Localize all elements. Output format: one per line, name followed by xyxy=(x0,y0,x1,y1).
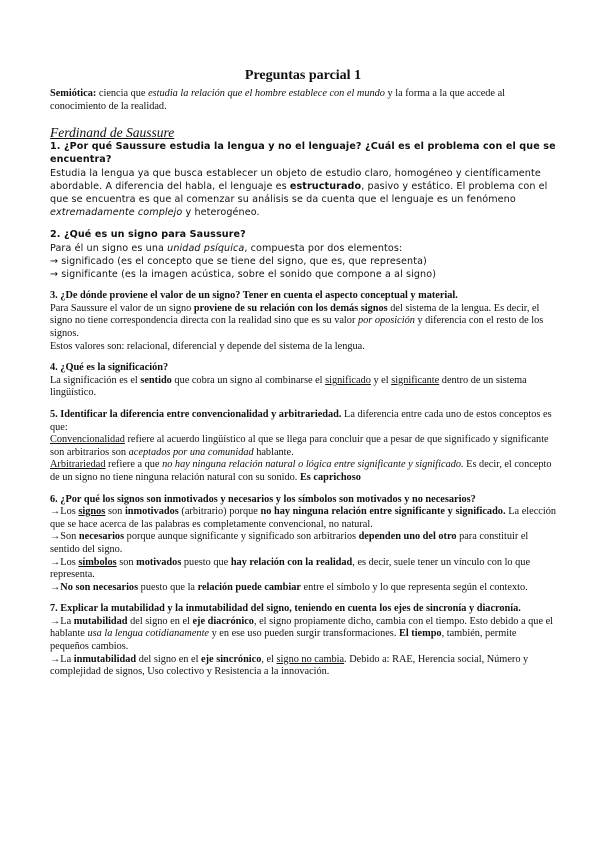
answer-5-arbitrariedad: Arbitrariedad refiere a que no hay ninguna relación natural o lógica entre significante y significado. Es decir, el concepto de un signo no tiene ninguna relación natural con su sonido. Es caprichoso xyxy=(50,459,552,483)
answer-5-convencionalidad: Convencionalidad refiere al acuerdo lingüístico al que se llega para concluir que a pesar de que significado y significante son arbitrarios son aceptados por una comunidad hablante. xyxy=(50,434,549,458)
answer-6-no-necesarios: →No son necesarios puesto que la relación puede cambiar entre el símbolo y lo que representa según el contexto. xyxy=(50,581,528,593)
answer-6-signos: →Los signos son inmotivados (arbitrario) porque no hay ninguna relación entre significante y significado. La elección que se hace acerca de las palabras es completamente convencional, no natural. xyxy=(50,506,557,530)
question-1-title: 1. ¿Por qué Saussure estudia la lengua y no el lenguaje? ¿Cuál es el problema con el que se encuentra? xyxy=(50,141,556,166)
question-6-title: 6. ¿Por qué los signos son inmotivados y necesarios y los símbolos son motivados y no necesarios? xyxy=(50,493,476,505)
answer-3-values: Estos valores son: relacional, diferencial y depende del sistema de la lengua. xyxy=(50,340,365,352)
answer-3: Para Saussure el valor de un signo proviene de su relación con los demás signos del sistema de la lengua. Es decir, el signo no tiene correspondencia directa con la realidad sino que es su valor por oposición y diferencia con el resto de los signos. xyxy=(50,302,544,339)
answer-4: La significación es el sentido que cobra un signo al combinarse el significado y el significante dentro de un sistema lingüístico. xyxy=(50,374,527,399)
question-3-title: 3. ¿De dónde proviene el valor de un signo? Tener en cuenta el aspecto conceptual y material. xyxy=(50,290,458,302)
question-7-title: 7. Explicar la mutabilidad y la inmutabilidad del signo, teniendo en cuenta los ejes de sincronía y diacronía. xyxy=(50,603,521,615)
question-6-block xyxy=(50,494,556,595)
question-5-block xyxy=(50,409,556,485)
page-title: Preguntas parcial 1 xyxy=(244,68,362,83)
intro-paragraph: Semiótica: ciencia que estudia la relación que el hombre establece con el mundo y la forma a la que accede al conocimiento de la realidad. xyxy=(50,88,506,112)
answer-6-necesarios: →Son necesarios porque aunque significante y significado son arbitrarios dependen uno del otro para constituir el sentido del signo. xyxy=(50,531,529,555)
question-4-title: 4. ¿Qué es la significación? xyxy=(50,362,169,374)
question-1-block xyxy=(50,140,556,219)
answer-6-simbolos: →Los símbolos son motivados puesto que hay relación con la realidad, es decir, suele tener un vínculo con lo que representa. xyxy=(50,556,531,581)
answer-7-inmutabilidad: →La inmutabilidad del signo en el eje sincrónico, el signo no cambia. Debido a: RAE, Herencia social, Número y complejidad de signos, Uso colectivo y Resistencia a la innovación. xyxy=(50,653,529,678)
answer-2-item-1: → significado (es el concepto que se tiene del signo, que es, que representa) xyxy=(50,255,427,267)
answer-7-mutabilidad: →La mutabilidad del signo en el eje diacrónico, el signo propiamente dicho, cambia con el tiempo. Esto debido a que el hablante usa la lengua cotidianamente y en ese uso pueden surgir transformaciones. El tiempo, también, permite pequeños cambios. xyxy=(50,615,554,653)
question-3-block xyxy=(50,290,556,353)
question-2-title: 2. ¿Qué es un signo para Saussure? xyxy=(50,229,246,241)
question-5-title: 5. Identificar la diferencia entre convencionalidad y arbitrariedad. La diferencia entre cada uno de estos conceptos es que: xyxy=(50,408,552,433)
question-4-block xyxy=(50,362,556,400)
answer-2-item-2: → significante (es la imagen acústica, sobre el sonido que compone a al signo) xyxy=(50,269,437,281)
answer-2: Para él un signo es una unidad psíquica, compuesta por dos elementos: xyxy=(50,242,403,254)
section-heading: Ferdinand de Saussure xyxy=(50,125,175,141)
intro-label: Semiótica: xyxy=(50,88,97,99)
document-page xyxy=(50,68,556,679)
question-7-block xyxy=(50,603,556,679)
question-2-block xyxy=(50,228,556,281)
answer-1: Estudia la lengua ya que busca establecer un objeto de estudio claro, homogéneo y científicamente abordable. A diferencia del habla, el lenguaje es estructurado, pasivo y estático. El problema con el que se encuentra es que al comenzar su análisis se da cuenta que el lenguaje es un fenómeno extremadamente complejo y heterogéneo. xyxy=(50,167,548,219)
